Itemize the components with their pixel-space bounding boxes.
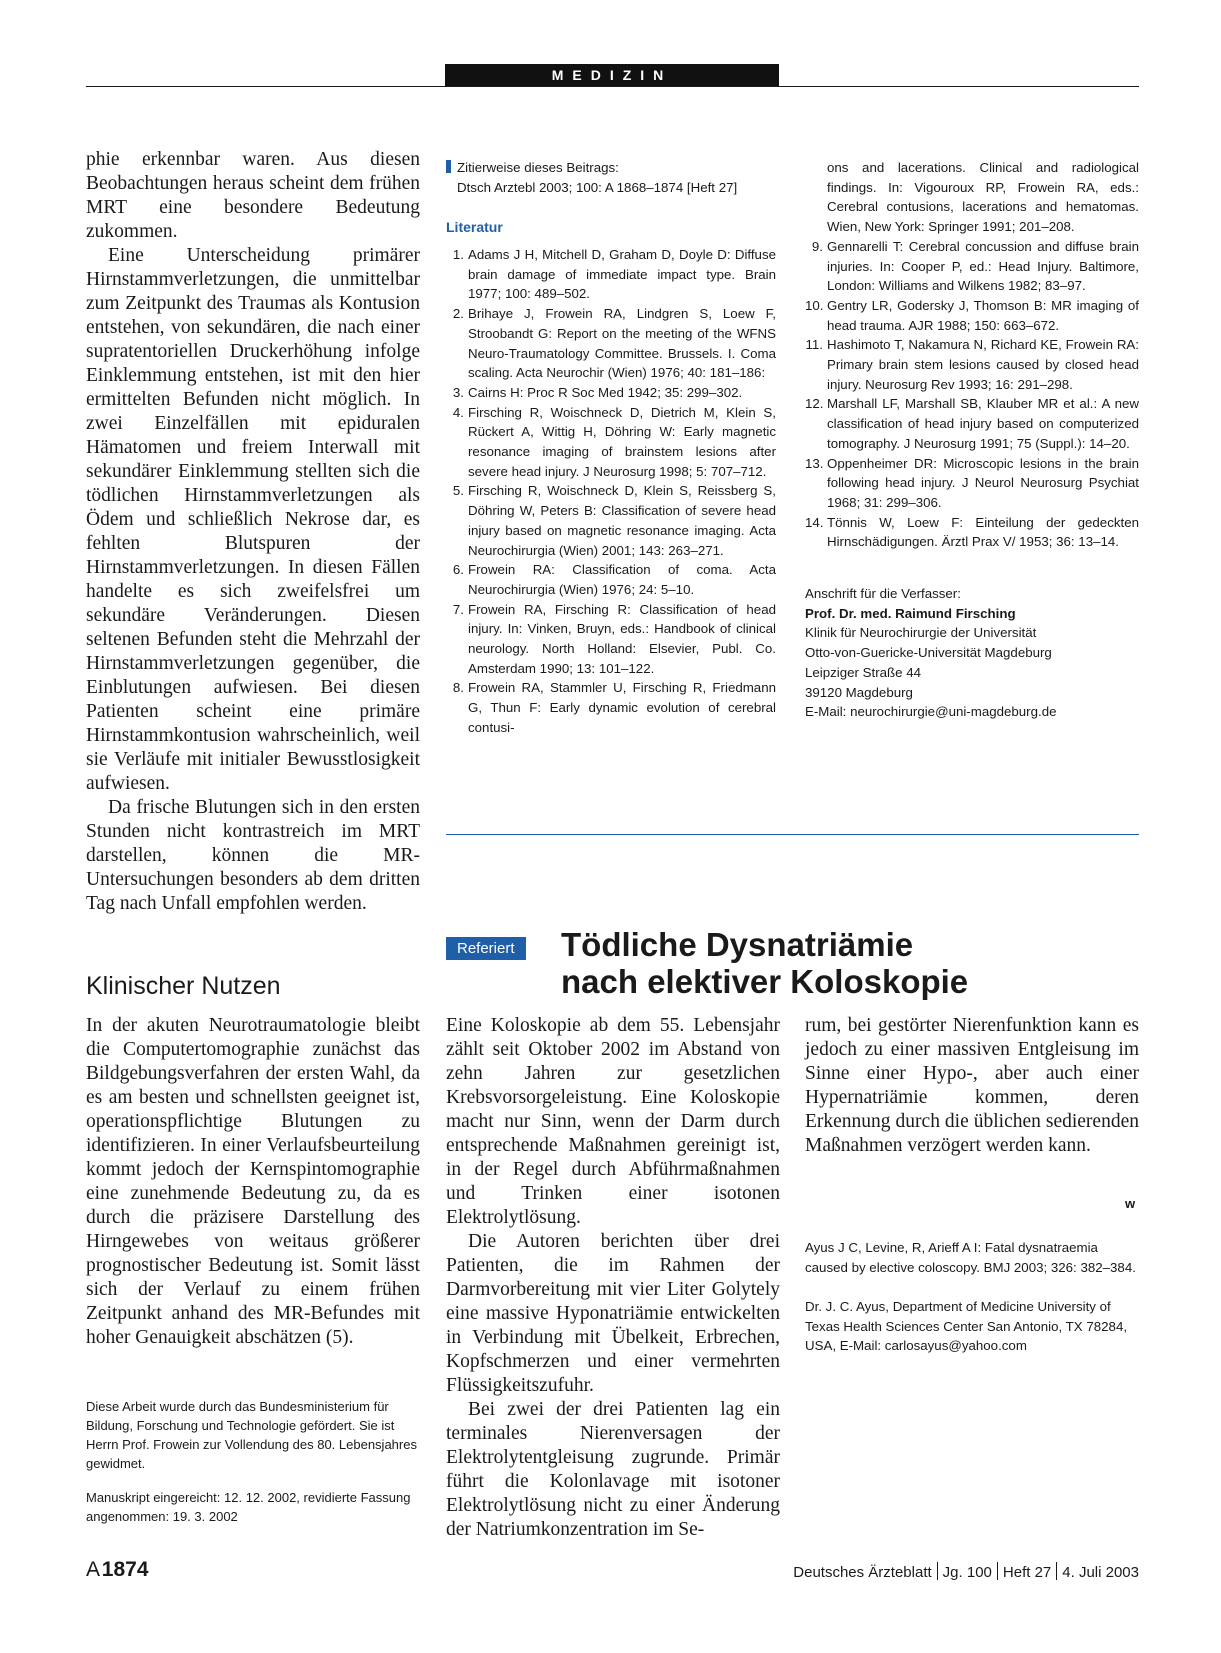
paragraph: Eine Koloskopie ab dem 55. Lebensjahr zählt seit Oktober 2002 im Abstand von zehn Jahren zur gesetzlichen Krebsvorsorgeleistung. Eine Koloskopie macht nur Sinn, wenn der Darm durch entsprechende Maßnahmen gereinigt ist, in der Regel durch Abführmaßnahmen und Trinken einer isotonen Elektrolytlösung. [446, 1015, 780, 1228]
page-number [86, 1558, 149, 1582]
reference-list-continued [805, 158, 1139, 552]
reference-item: 5. Firsching R, Woischneck D, Klein S, Reissberg S, Döhring W, Peters B: Classification of severe head injury based on magnetic resonance imaging. Acta Neurochirurgia (Wien) 2001; 143: 263–271. [452, 483, 776, 558]
article2-source: Ayus J C, Levine, R, Arieff A I: Fatal dysnatraemia caused by elective coloscopy. BMJ 2003; 326: 382–384. [805, 1240, 1136, 1275]
funding-note: Diese Arbeit wurde durch das Bundesministerium für Bildung, Forschung und Technologie gefördert. Sie ist Herrn Prof. Frowein zur Vollendung des 80. Lebensjahres gewidmet. [86, 1399, 417, 1471]
reference-item: 10. Gentry LR, Godersky J, Thomson B: MR imaging of head trauma. AJR 1988; 150: 663–672. [805, 297, 1139, 333]
reference-item: 1. Adams J H, Mitchell D, Graham D, Doyle D: Diffuse brain damage of immediate impact type. Brain 1977; 100: 489–502. [452, 247, 776, 302]
reference-item: 13. Oppenheimer DR: Microscopic lesions in the brain following head injury. J Neurol Neurosurg Psychiat 1968; 31: 299–306. [805, 455, 1139, 510]
paragraph: Die Autoren berichten über drei Patienten, die im Rahmen der Darmvorbereitung mit vier Liter Golytely eine massive Hyponatriämie entwickelten in Verbindung mit Übelkeit, Erbrechen, Kopfschmerzen und einer vermehrten Flüssigkeitszufuhr. [446, 1231, 780, 1396]
title-line: nach elektiver Koloskopie [561, 963, 969, 1000]
paragraph: Eine Unterscheidung primärer Hirnstammverletzungen, die unmittelbar zum Zeitpunkt des Traumas als Kontusion entstehen, von sekundären, die nach einer supratentoriellen Druckerhöhung infolge Einklemmung entstehen, ist mit den hier ermittelten Befunden nicht möglich. In zwei Einzelfällen mit epiduralen Hämatomen und freiem Interwall mit sekundärer Einklemmung stellten sich die tödlichen Hirnstammverletzungen als Ödem und schließlich Nekrose dar, es fehlten Blutspuren der Hirnstammverletzungen. In diesen Fällen handelte es sich zweifelsfrei um sekundäre Veränderungen. Diesen seltenen Befunden steht die Mehrzahl der Hirnstammverletzungen gegenüber, die Einblutungen aufwiesen. Bei diesen Patienten scheint eine primäre Hirnstammkontusion wahrscheinlich, weil sie Verläufe mit initialer Bewusstlosigkeit aufwiesen. [86, 245, 420, 794]
journal-issue: Heft 27 [1002, 1564, 1052, 1581]
article2-column2 [446, 1014, 780, 1542]
footer-separator [1056, 1562, 1057, 1580]
page-number-value: 1874 [101, 1558, 149, 1581]
author-signature: w [1125, 1196, 1136, 1211]
section-heading: Klinischer Nutzen [86, 972, 281, 1000]
footer-separator [937, 1562, 938, 1580]
author-address [805, 584, 1139, 722]
reference-item: 2. Brihaye J, Frowein RA, Lindgren S, Loew F, Stroobandt G: Report on the meeting of the WFNS Neuro-Traumatology Committee. Brussels. I. Coma scaling. Acta Neurochir (Wien) 1976; 40: 181–186: [452, 306, 776, 381]
paragraph: rum, bei gestörter Nierenfunktion kann es jedoch zu einer massiven Entgleisung im Sinne einer Hypo-, aber auch einer Hypernatriämie kommen, deren Erkennung durch die üblichen sedierenden Maßnahmen verzögert werden kann. [805, 1015, 1139, 1156]
journal-volume: Jg. 100 [942, 1564, 992, 1581]
reference-item: 7. Frowein RA, Firsching R: Classification of head injury. In: Vinken, Bruyn, eds.: Handbook of clinical neurology. North Holland: Elsevier, Publ. Co. Amsterdam 1990; 13: 101–122. [452, 601, 776, 676]
address-label: Anschrift für die Verfasser: [805, 586, 961, 601]
citation-text: Dtsch Arztebl 2003; 100: A 1868–1874 [Heft 27] [457, 179, 738, 195]
journal-footer [793, 1562, 1139, 1581]
manuscript-note: Manuskript eingereicht: 12. 12. 2002, revidierte Fassung angenommen: 19. 3. 2002 [86, 1490, 411, 1524]
reference-item: 8. Frowein RA, Stammler U, Firsching R, Friedmann G, Thun F: Early dynamic evolution of cerebral contusi- [452, 680, 776, 735]
reference-item: 11. Hashimoto T, Nakamura N, Richard KE, Frowein RA: Primary brain stem lesions caused by closed head injury. Neurosurg Rev 1993; 16: 291–298. [805, 337, 1139, 392]
citation-block [446, 158, 786, 197]
paragraph: In der akuten Neurotraumatologie bleibt die Computertomographie zunächst das Bildgebungsverfahren der ersten Wahl, da es am besten und schnellsten geeignet ist, operationspflichtige Blutungen zu identifizieren. In einer Verlaufsbeurteilung kommt jedoch der Kernspintomographie eine zunehmende Bedeutung zu, da es durch die präzisere Darstellung des Hirngewebes von weitaus größerer prognostischer Bedeutung ist. Somit lässt sich der Verlauf zu einem frühen Zeitpunkt anhand des MR-Befundes mit hoher Genauigkeit abschätzen (5). [86, 1015, 420, 1348]
author-email: E-Mail: neurochirurgie@uni-magdeburg.de [805, 704, 1057, 720]
address-line: 39120 Magdeburg [805, 684, 913, 700]
citation-label: Zitierweise dieses Beitrags: [457, 160, 619, 175]
reference-item: 14. Tönnis W, Loew F: Einteilung der gedeckten Hirnschädigungen. Ärztl Prax V/ 1953; 36: 13–14. [805, 514, 1139, 550]
article-title [561, 926, 1121, 1000]
reference-continuation: ons and lacerations. Clinical and radiological findings. In: Vigouroux RP, Frowein RA, eds.: Cerebral contusions, lacerations and hematomas. Wien, New York: Springer 1991; 201–208. [827, 160, 1139, 235]
section-divider [446, 834, 1139, 835]
footer-separator [997, 1562, 998, 1580]
section-label: MEDIZIN [445, 64, 779, 86]
journal-name: Deutsches Ärzteblatt [793, 1564, 932, 1581]
paragraph: Bei zwei der drei Patienten lag ein terminales Nierenversagen der Elektrolytentgleisung zugrunde. Primär führt die Kolonlavage mit isotoner Elektrolytlösung nicht zu einer Änderung der Natriumkonzentration im Se- [446, 1399, 780, 1540]
reference-item: 9. Gennarelli T: Cerebral concussion and diffuse brain injuries. In: Cooper P, ed.: Head Injury. Baltimore, London: Williams and Wilkens 1982; 83–97. [811, 238, 1139, 294]
address-line: Otto-von-Guericke-Universität Magdeburg [805, 645, 1052, 661]
reference-item: 3. Cairns H: Proc R Soc Med 1942; 35: 299–302. [452, 384, 743, 400]
reference-list [446, 245, 776, 738]
page-prefix: A [86, 1558, 101, 1581]
reference-item: 6. Frowein RA: Classification of coma. Acta Neurochirurgia (Wien) 1976; 24: 5–10. [452, 562, 776, 597]
title-line: Tödliche Dysnatriämie [561, 926, 914, 963]
referiert-badge: Referiert [446, 937, 526, 960]
nutzen-body [86, 1014, 420, 1350]
paragraph: phie erkennbar waren. Aus diesen Beobachtungen heraus scheint dem frühen MRT eine besondere Bedeutung zukommen. [86, 149, 420, 242]
address-line: Leipziger Straße 44 [805, 664, 922, 680]
column1-body [86, 148, 420, 916]
header-rule [86, 86, 1139, 87]
address-line: Klinik für Neurochirurgie der Universität [805, 625, 1037, 641]
author-name: Prof. Dr. med. Raimund Firsching [805, 605, 1016, 621]
paragraph: Da frische Blutungen sich in den ersten Stunden nicht kontrastreich im MRT darstellen, können die MR-Untersuchungen besonders ab dem dritten Tag nach Unfall empfohlen werden. [86, 797, 420, 914]
citation-marker [446, 160, 451, 173]
article2-column3 [805, 1014, 1139, 1158]
reference-item: 12. Marshall LF, Marshall SB, Klauber MR et al.: A new classification of head injury based on computerized tomography. J Neurosurg 1991; 75 (Suppl.): 14–20. [805, 396, 1139, 451]
journal-date: 4. Juli 2003 [1062, 1564, 1139, 1581]
reference-item: 4. Firsching R, Woischneck D, Dietrich M, Klein S, Rückert A, Wittig H, Döhring W: Early magnetic resonance imaging of brainstem lesions after severe head injury. J Neurosurg 1998; 5: 707–712. [452, 404, 776, 479]
article2-author-address: Dr. J. C. Ayus, Department of Medicine University of Texas Health Sciences Center San Antonio, TX 78284, USA, E-Mail: carlosayus@yahoo.com [805, 1299, 1128, 1354]
literature-heading: Literatur [446, 219, 503, 235]
